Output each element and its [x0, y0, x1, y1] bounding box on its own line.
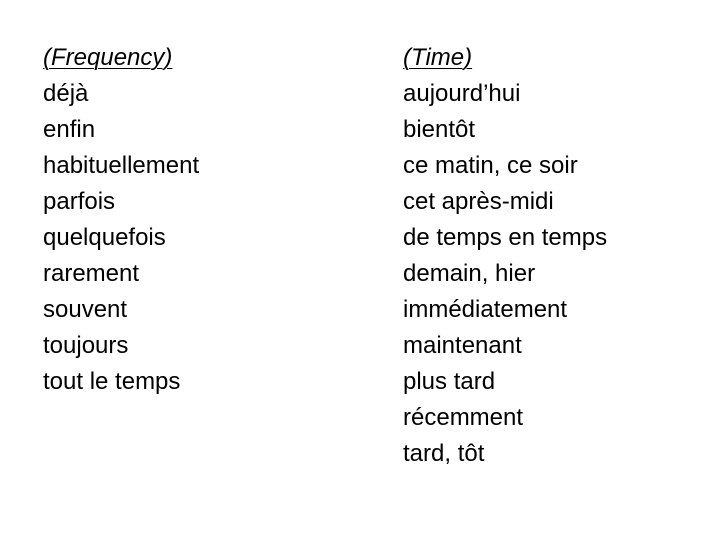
frequency-word: quelquefois	[43, 224, 166, 251]
time-word: plus tard	[403, 368, 496, 395]
time-word: ce matin, ce soir	[403, 152, 578, 179]
frequency-word: souvent	[43, 296, 128, 323]
time-word: bientôt	[403, 116, 476, 143]
time-word: cet après-midi	[403, 188, 554, 215]
time-word: tard, tôt	[403, 440, 485, 467]
frequency-word: habituellement	[43, 152, 200, 179]
frequency-word: parfois	[43, 188, 116, 215]
time-column	[403, 40, 607, 472]
time-word: de temps en temps	[403, 224, 608, 251]
frequency-word: tout le temps	[43, 368, 181, 395]
time-word-list	[403, 76, 607, 472]
time-word: aujourd’hui	[403, 80, 521, 107]
time-heading: (Time)	[403, 44, 473, 71]
time-word: maintenant	[403, 332, 522, 359]
time-word: demain, hier	[403, 260, 536, 287]
frequency-word: rarement	[43, 260, 140, 287]
time-word: récemment	[403, 404, 524, 431]
time-word: immédiatement	[403, 296, 568, 323]
frequency-heading: (Frequency)	[43, 44, 173, 71]
frequency-word: enfin	[43, 116, 96, 143]
frequency-word: toujours	[43, 332, 129, 359]
frequency-column	[43, 40, 199, 400]
frequency-word: déjà	[43, 80, 89, 107]
frequency-word-list	[43, 76, 199, 400]
